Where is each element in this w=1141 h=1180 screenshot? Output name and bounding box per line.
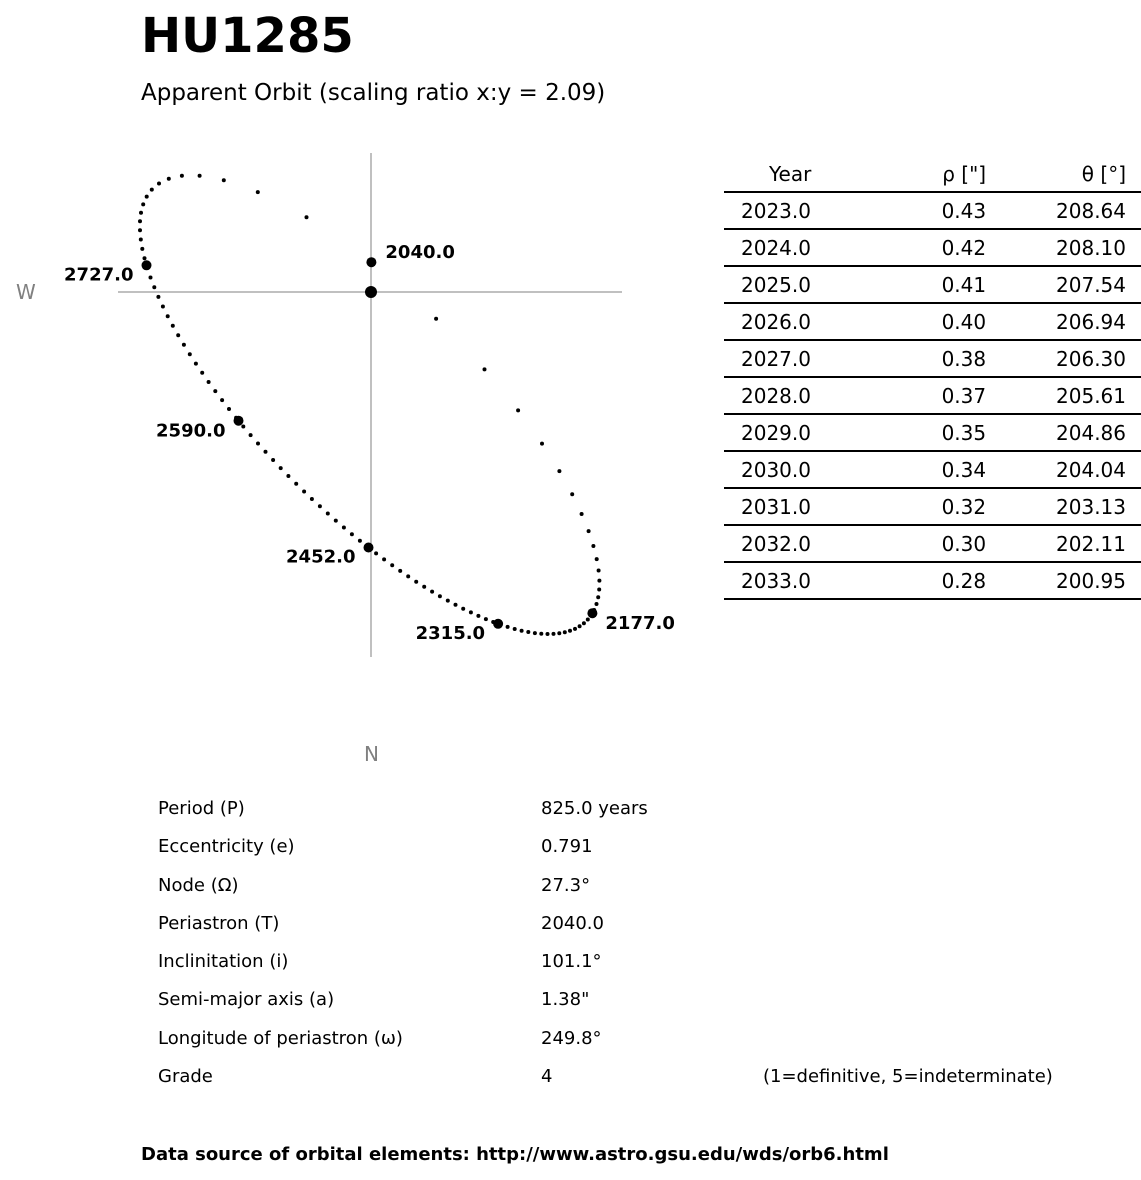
orbit-point — [256, 190, 260, 194]
orbit-point — [294, 482, 298, 486]
orbit-point — [520, 629, 524, 633]
orbit-point — [422, 585, 426, 589]
cell-rho: 0.42 — [879, 229, 986, 266]
orbit-point — [149, 276, 153, 280]
orbit-point — [326, 512, 330, 516]
orbit-point — [350, 532, 354, 536]
orbit-point — [597, 579, 601, 583]
orbit-point — [596, 595, 600, 599]
orbit-point — [264, 450, 268, 454]
orbit-point — [302, 490, 306, 494]
cell-year: 2024.0 — [724, 229, 879, 266]
orbit-point — [454, 603, 458, 607]
orbit-point — [582, 621, 586, 625]
cell-rho: 0.41 — [879, 266, 986, 303]
element-note: (1=definitive, 5=indeterminate) — [763, 1066, 1053, 1088]
element-value: 0.791 — [541, 836, 593, 858]
orbit-point — [145, 195, 149, 199]
cell-theta: 200.95 — [986, 562, 1141, 599]
orbit-plot — [0, 140, 700, 780]
table-row — [724, 562, 1141, 599]
orbit-point — [138, 219, 142, 223]
element-label: Node (Ω) — [158, 874, 239, 896]
orbit-point — [358, 539, 362, 543]
orbit-point — [438, 594, 442, 598]
orbit-point — [220, 398, 224, 402]
element-value: 4 — [541, 1066, 553, 1088]
orbit-point — [374, 551, 378, 555]
orbit-point — [483, 367, 487, 371]
cell-year: 2026.0 — [724, 303, 879, 340]
element-label: Grade — [158, 1066, 213, 1088]
epoch-label: 2727.0 — [64, 264, 134, 286]
cell-year: 2033.0 — [724, 562, 879, 599]
orbit-point — [161, 305, 165, 309]
orbit-point — [318, 504, 322, 508]
orbit-point — [390, 563, 394, 567]
orbit-point — [138, 228, 142, 232]
orbit-point — [597, 588, 601, 592]
orbit-point — [140, 247, 144, 251]
page-title: HU1285 — [141, 8, 354, 64]
orbit-point — [334, 519, 338, 523]
cell-rho: 0.40 — [879, 303, 986, 340]
cell-rho: 0.43 — [879, 192, 986, 229]
orbit-point — [176, 333, 180, 337]
orbit-point — [139, 211, 143, 215]
orbit-point — [578, 624, 582, 628]
orbit-point — [227, 407, 231, 411]
cell-theta: 204.04 — [986, 451, 1141, 488]
orbit-point — [516, 408, 520, 412]
epoch-label: 2315.0 — [415, 622, 486, 644]
table-row — [724, 266, 1141, 303]
cell-rho: 0.34 — [879, 451, 986, 488]
orbit-point — [570, 492, 574, 496]
orbit-point — [141, 202, 145, 206]
orbit-point — [152, 285, 156, 289]
epoch-marker — [142, 260, 152, 270]
orbit-point — [382, 557, 386, 561]
orbit-point — [157, 182, 161, 186]
table-row — [724, 303, 1141, 340]
orbit-point — [406, 574, 410, 578]
orbit-point — [563, 630, 567, 634]
orbit-point — [139, 238, 143, 242]
epoch-label: 2177.0 — [605, 613, 675, 635]
orbit-point — [166, 314, 170, 318]
north-label: N — [364, 742, 379, 766]
cell-year: 2031.0 — [724, 488, 879, 525]
cell-theta: 202.11 — [986, 525, 1141, 562]
table-row — [724, 192, 1141, 229]
orbit-point — [198, 174, 202, 178]
epoch-marker — [364, 543, 374, 553]
col-header-year: Year — [724, 157, 879, 192]
cell-theta: 204.86 — [986, 414, 1141, 451]
cell-rho: 0.37 — [879, 377, 986, 414]
epoch-label: 2040.0 — [385, 242, 455, 264]
cell-theta: 206.30 — [986, 340, 1141, 377]
chart-subtitle: Apparent Orbit (scaling ratio x:y = 2.09) — [141, 80, 606, 106]
cell-theta: 208.10 — [986, 229, 1141, 266]
epoch-marker — [493, 619, 503, 629]
data-source: Data source of orbital elements: http://www.astro.gsu.edu/wds/orb6.html — [141, 1144, 889, 1165]
orbit-point — [342, 526, 346, 530]
ephemeris-table — [724, 157, 1141, 600]
element-value: 249.8° — [541, 1027, 602, 1049]
orbit-point — [595, 557, 599, 561]
element-value: 1.38" — [541, 989, 590, 1011]
orbit-point — [194, 362, 198, 366]
orbit-point — [539, 632, 543, 636]
table-row — [724, 229, 1141, 266]
orbit-point — [546, 632, 550, 636]
orbit-point — [167, 177, 171, 181]
orbit-point — [249, 433, 253, 437]
orbit-point — [587, 529, 591, 533]
cell-theta: 205.61 — [986, 377, 1141, 414]
table-row — [724, 451, 1141, 488]
epoch-marker — [587, 608, 597, 618]
orbit-point — [484, 617, 488, 621]
orbit-point — [469, 610, 473, 614]
orbit-point — [461, 607, 465, 611]
epoch-label: 2452.0 — [286, 546, 356, 568]
cell-rho: 0.32 — [879, 488, 986, 525]
orbit-point — [182, 343, 186, 347]
orbit-point — [568, 629, 572, 633]
orbit-point — [591, 544, 595, 548]
cell-theta: 208.64 — [986, 192, 1141, 229]
orbit-point — [305, 215, 309, 219]
cell-year: 2028.0 — [724, 377, 879, 414]
element-label: Longitude of periastron (ω) — [158, 1027, 403, 1049]
orbit-point — [171, 324, 175, 328]
orbit-point — [256, 442, 260, 446]
west-label: W — [16, 280, 36, 304]
orbit-point — [557, 469, 561, 473]
orbit-point — [557, 631, 561, 635]
element-value: 101.1° — [541, 951, 602, 973]
orbit-point — [540, 442, 544, 446]
cell-theta: 207.54 — [986, 266, 1141, 303]
table-row — [724, 377, 1141, 414]
orbit-point — [414, 580, 418, 584]
cell-year: 2029.0 — [724, 414, 879, 451]
orbit-point — [271, 458, 275, 462]
orbit-point — [398, 569, 402, 573]
cell-year: 2027.0 — [724, 340, 879, 377]
element-label: Periastron (T) — [158, 912, 280, 934]
element-label: Inclinitation (i) — [158, 951, 289, 973]
cell-year: 2025.0 — [724, 266, 879, 303]
cell-year: 2023.0 — [724, 192, 879, 229]
orbit-point — [310, 497, 314, 501]
epoch-marker — [366, 257, 376, 267]
orbit-point — [476, 614, 480, 618]
table-row — [724, 340, 1141, 377]
element-label: Semi-major axis (a) — [158, 989, 335, 1011]
cell-year: 2032.0 — [724, 525, 879, 562]
element-value: 2040.0 — [541, 912, 604, 934]
orbit-point — [286, 474, 290, 478]
element-label: Period (P) — [158, 798, 245, 819]
table-row — [724, 525, 1141, 562]
orbit-point — [513, 627, 517, 631]
orbit-point — [595, 602, 599, 606]
orbit-point — [207, 380, 211, 384]
orbit-point — [143, 256, 147, 260]
orbit-point — [156, 295, 160, 299]
orbit-point — [222, 178, 226, 182]
epoch-marker — [234, 416, 244, 426]
table-row — [724, 488, 1141, 525]
cell-rho: 0.35 — [879, 414, 986, 451]
orbit-point — [180, 174, 184, 178]
orbit-point — [446, 599, 450, 603]
orbit-point — [586, 618, 590, 622]
orbit-point — [580, 512, 584, 516]
orbit-point — [213, 389, 217, 393]
col-header-rho: ρ ["] — [879, 157, 986, 192]
orbit-point — [279, 466, 283, 470]
table-header-row — [724, 157, 1141, 192]
orbit-point — [533, 631, 537, 635]
epoch-label: 2590.0 — [156, 420, 226, 442]
orbit-point — [188, 352, 192, 356]
element-label: Eccentricity (e) — [158, 836, 295, 858]
orbit-point — [552, 632, 556, 636]
cell-rho: 0.38 — [879, 340, 986, 377]
orbit-point — [597, 569, 601, 573]
orbit-point — [573, 627, 577, 631]
orbit-point — [430, 590, 434, 594]
element-value: 27.3° — [541, 874, 591, 896]
cell-rho: 0.28 — [879, 562, 986, 599]
cell-year: 2030.0 — [724, 451, 879, 488]
orbit-point — [506, 625, 510, 629]
element-value: 825.0 years — [541, 798, 648, 819]
cell-theta: 206.94 — [986, 303, 1141, 340]
orbit-point — [434, 317, 438, 321]
orbit-point — [526, 630, 530, 634]
col-header-theta: θ [°] — [986, 157, 1141, 192]
orbit-point — [150, 188, 154, 192]
primary-star — [365, 286, 377, 298]
orbit-point — [200, 371, 204, 375]
orbit-point — [241, 425, 245, 429]
table-row — [724, 414, 1141, 451]
cell-theta: 203.13 — [986, 488, 1141, 525]
cell-rho: 0.30 — [879, 525, 986, 562]
